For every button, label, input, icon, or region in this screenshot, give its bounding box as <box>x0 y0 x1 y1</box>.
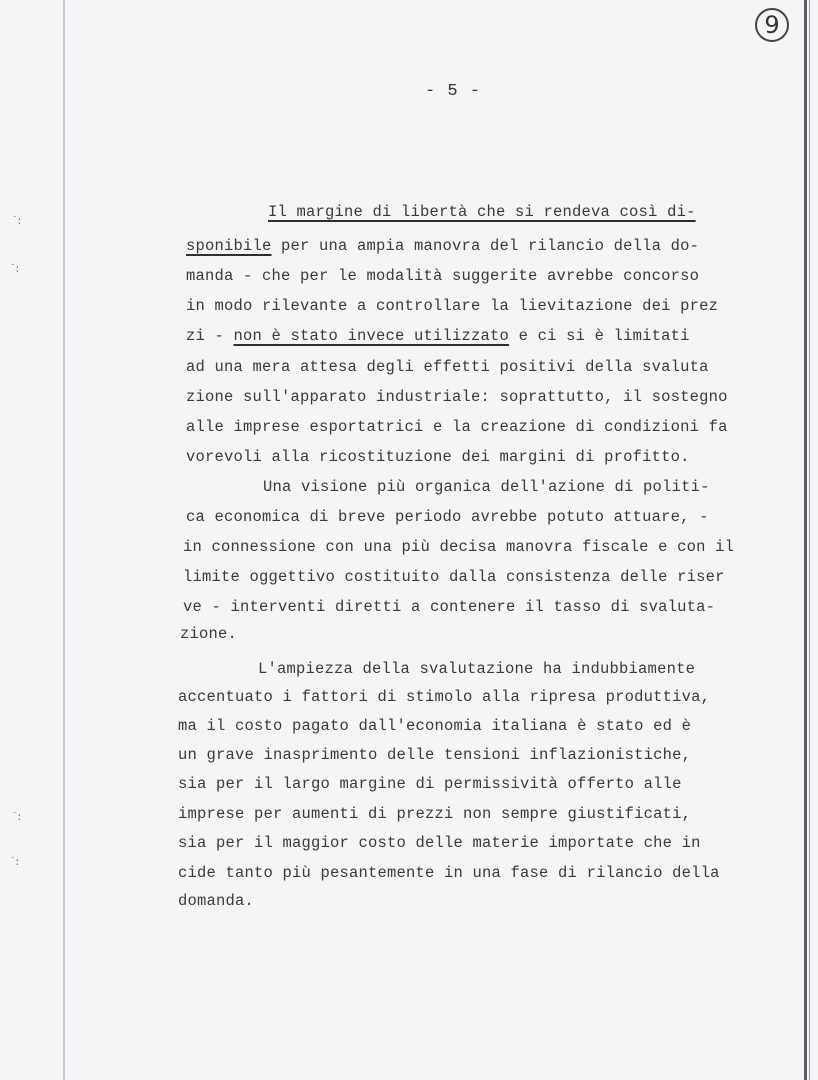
page-number: - 5 - <box>425 82 482 101</box>
text-line: ma il costo pagato dall'economia italiana è stato ed è <box>178 717 692 735</box>
margin-mark: ˙: <box>12 810 22 823</box>
margin-mark: ˙: <box>10 855 20 868</box>
text-line: vorevoli alla ricostituzione dei margini di profitto. <box>186 448 690 466</box>
text-line: domanda. <box>178 892 255 910</box>
text-line: sponibile per una ampia manovra del rilancio della do- <box>186 237 700 255</box>
text-line: ad una mera attesa degli effetti positivi della svaluta <box>186 358 709 376</box>
text-line: in modo rilevante a controllare la lievitazione dei prez <box>186 297 719 315</box>
text-line: ca economica di breve periodo avrebbe potuto attuare, - <box>186 508 709 526</box>
text-line: manda - che per le modalità suggerite avrebbe concorso <box>186 267 700 285</box>
page-right-edge <box>804 0 807 1080</box>
text-line: zione sull'apparato industriale: soprattutto, il sostegno <box>186 388 728 406</box>
margin-mark: ˙: <box>10 262 20 275</box>
margin-mark: ˙: <box>12 214 22 227</box>
text-line: L'ampiezza della svalutazione ha indubbiamente <box>258 660 696 678</box>
underlined-text: sponibile <box>186 237 272 255</box>
text-line: in connessione con una più decisa manovra fiscale e con il <box>183 538 735 556</box>
text-line: cide tanto più pesantemente in una fase di rilancio della <box>178 864 720 882</box>
text-line: un grave inasprimento delle tensioni inflazionistiche, <box>178 746 692 764</box>
text-line: ve - interventi diretti a contenere il tasso di svaluta- <box>183 598 716 616</box>
text-line: limite oggettivo costituito dalla consistenza delle riser <box>183 568 725 586</box>
text-line: zi - non è stato invece utilizzato e ci si è limitati <box>186 327 690 345</box>
text-line: alle imprese esportatrici e la creazione di condizioni fa <box>186 418 728 436</box>
page-left-edge <box>63 0 65 1080</box>
folio-number: 9 <box>764 11 780 39</box>
page-right-edge-shadow <box>809 0 810 1080</box>
text-line: zione. <box>180 625 238 643</box>
underlined-text: Il margine di libertà che si rendeva così di- <box>268 203 696 221</box>
text-line: accentuato i fattori di stimolo alla ripresa produttiva, <box>178 688 711 706</box>
text-line <box>268 203 696 221</box>
folio-number-circle <box>755 8 789 42</box>
text-line: sia per il maggior costo delle materie importate che in <box>178 834 701 852</box>
text-line: Una visione più organica dell'azione di politi- <box>263 478 710 496</box>
underlined-text: non è stato invece utilizzato <box>233 327 510 345</box>
text-line: imprese per aumenti di prezzi non sempre giustificati, <box>178 805 692 823</box>
text-line: sia per il largo margine di permissività offerto alle <box>178 775 682 793</box>
